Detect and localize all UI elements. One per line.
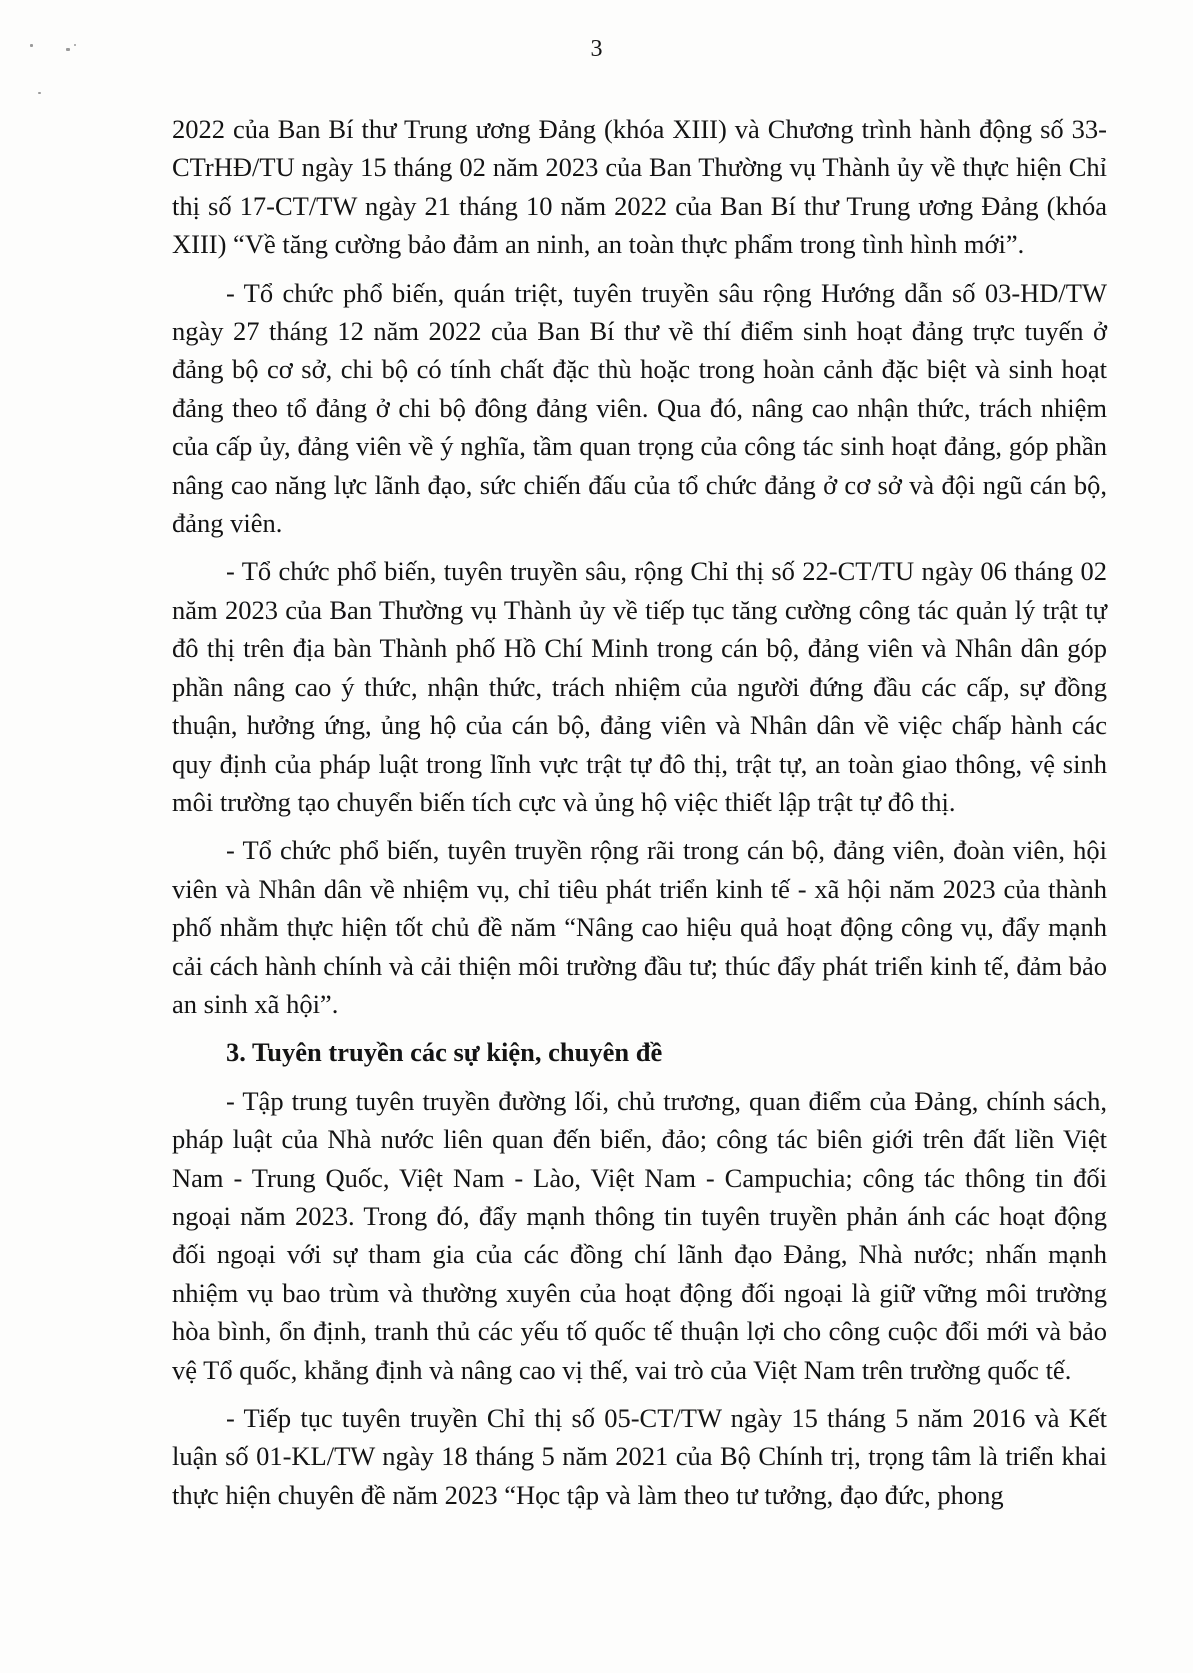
paragraph: - Tổ chức phổ biến, tuyên truyền sâu, rộng Chỉ thị số 22-CT/TU ngày 06 tháng 02 năm 2023 của Ban Thường vụ Thành ủy về tiếp tục tăng cường công tác quản lý trật tự đô thị trên địa bàn Thành phố Hồ Chí Minh trong cán bộ, đảng viên và Nhân dân góp phần nâng cao ý thức, nhận thức, trách nhiệm của người đứng đầu các cấp, sự đồng thuận, hưởng ứng, ủng hộ của cán bộ, đảng viên và Nhân dân về việc chấp hành các quy định của pháp luật trong lĩnh vực trật tự đô thị, trật tự, an toàn giao thông, vệ sinh môi trường tạo chuyển biến tích cực và ủng hộ việc thiết lập trật tự đô thị. — [172, 556, 1107, 817]
scan-speck — [38, 92, 41, 94]
paragraph: - Tập trung tuyên truyền đường lối, chủ trương, quan điểm của Đảng, chính sách, pháp luật của Nhà nước liên quan đến biển, đảo; công tác biên giới trên đất liền Việt Nam - Trung Quốc, Việt Nam - Lào, Việt Nam - Campuchia; công tác thông tin đối ngoại năm 2023. Trong đó, đẩy mạnh thông tin tuyên truyền phản ánh các hoạt động đối ngoại với sự tham gia của các đồng chí lãnh đạo Đảng, Nhà nước; nhấn mạnh nhiệm vụ bao trùm và thường xuyên của hoạt động đối ngoại là giữ vững môi trường hòa bình, ổn định, tranh thủ các yếu tố quốc tế thuận lợi cho công cuộc đổi mới và bảo vệ Tổ quốc, khẳng định và nâng cao vị thế, vai trò của Việt Nam trên trường quốc tế. — [172, 1085, 1107, 1385]
paragraph: - Tổ chức phổ biến, tuyên truyền rộng rãi trong cán bộ, đảng viên, đoàn viên, hội viên và Nhân dân về nhiệm vụ, chỉ tiêu phát triển kinh tế - xã hội năm 2023 của thành phố nhằm thực hiện tốt chủ đề năm “Nâng cao hiệu quả hoạt động công vụ, đẩy mạnh cải cách hành chính và cải thiện môi trường đầu tư; thúc đẩy phát triển kinh tế, đảm bảo an sinh xã hội”. — [172, 835, 1107, 1019]
paragraph-continued: 2022 của Ban Bí thư Trung ương Đảng (khóa XIII) và Chương trình hành động số 33-CTrHĐ/TU ngày 15 tháng 02 năm 2023 của Ban Thường vụ Thành ủy về thực hiện Chỉ thị số 17-CT/TW ngày 21 tháng 10 năm 2022 của Ban Bí thư Trung ương Đảng (khóa XIII) “Về tăng cường bảo đảm an ninh, an toàn thực phẩm trong tình hình mới”. — [172, 114, 1107, 260]
document-body — [172, 110, 1107, 1524]
paragraph: - Tổ chức phổ biến, quán triệt, tuyên truyền sâu rộng Hướng dẫn số 03-HD/TW ngày 27 tháng 12 năm 2022 của Ban Bí thư về thí điểm sinh hoạt đảng trực tuyến ở đảng bộ cơ sở, chi bộ có tính chất đặc thù hoặc trong hoàn cảnh đặc biệt và sinh hoạt đảng theo tổ đảng ở chi bộ đông đảng viên. Qua đó, nâng cao nhận thức, trách nhiệm của cấp ủy, đảng viên về ý nghĩa, tầm quan trọng của công tác sinh hoạt đảng, góp phần nâng cao năng lực lãnh đạo, sức chiến đấu của tổ chức đảng ở cơ sở và đội ngũ cán bộ, đảng viên. — [172, 277, 1107, 539]
section-heading: 3. Tuyên truyền các sự kiện, chuyên đề — [226, 1037, 663, 1068]
paragraph: - Tiếp tục tuyên truyền Chỉ thị số 05-CT/TW ngày 15 tháng 5 năm 2016 và Kết luận số 01-KL/TW ngày 18 tháng 5 năm 2021 của Bộ Chính trị, trọng tâm là triển khai thực hiện chuyên đề năm 2023 “Học tập và làm theo tư tưởng, đạo đức, phong — [172, 1403, 1107, 1510]
page-number: 3 — [590, 36, 603, 62]
